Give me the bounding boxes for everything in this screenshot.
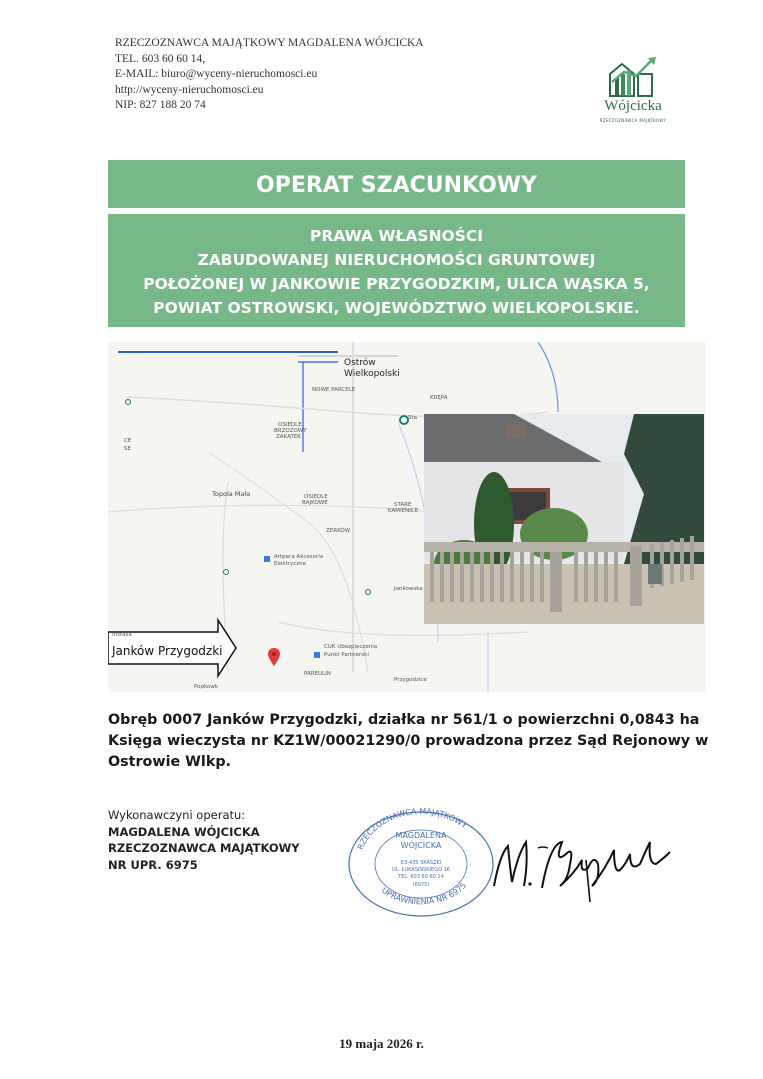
letterhead bbox=[115, 36, 424, 114]
map-label: SE bbox=[124, 446, 131, 452]
handwritten-signature bbox=[490, 824, 690, 904]
stamp-line: WÓJCICKA bbox=[400, 841, 442, 850]
document-title: OPERAT SZACUNKOWY bbox=[108, 160, 685, 208]
property-info bbox=[108, 710, 709, 773]
map-pin-icon bbox=[268, 648, 280, 666]
map-callout-label: Janków Przygodzki bbox=[112, 644, 223, 658]
property-photo bbox=[424, 414, 704, 624]
subtitle-line: POŁOŻONEJ W JANKOWIE PRZYGODZKIM, ULICA WĄSKA 5, bbox=[143, 275, 650, 293]
map-label: Wielkopolski bbox=[344, 369, 400, 379]
stamp-line: (6975) bbox=[412, 882, 430, 888]
map-label: Instalia bbox=[112, 632, 132, 638]
map-label: STARE bbox=[394, 502, 412, 508]
map-label: KRĘPA bbox=[430, 395, 448, 401]
house-chart-icon bbox=[588, 52, 678, 98]
stamp-line: MAGDALENA bbox=[395, 831, 447, 840]
map-label: PAREULIN bbox=[304, 671, 331, 677]
stamp-line: TEL. 603 60 60 14 bbox=[398, 874, 444, 880]
logo-subtitle: RZECZOZNAWCA MAJĄTKOWY bbox=[599, 118, 667, 123]
map-label: Przygodzice bbox=[394, 677, 427, 683]
map-label: OSIEDLE bbox=[278, 422, 302, 428]
map-label: Jankowska bbox=[394, 586, 423, 592]
map-label: Artpera Akcesoria bbox=[274, 554, 324, 560]
map-label: Elektryczne bbox=[274, 561, 307, 567]
map-label: Popkowk bbox=[194, 684, 219, 690]
map-label: CUK Ubezpieczenia bbox=[324, 644, 378, 650]
stamp-ring-bottom: UPRAWNIENIA NR 6975 bbox=[380, 880, 469, 907]
map-label: Punkt Partnerski bbox=[324, 652, 369, 658]
map-label: OSIEDLE bbox=[304, 494, 328, 500]
subtitle-line: POWIAT OSTROWSKI, WOJEWÓDZTWO WIELKOPOLSKIE. bbox=[153, 299, 640, 317]
subtitle-line: PRAWA WŁASNOŚCI bbox=[309, 227, 484, 245]
map-label: BRZOZOWY bbox=[274, 428, 307, 434]
stamp-ring-top: RZECZOZNAWCA MAJĄTKOWY bbox=[355, 806, 469, 852]
info-line: Ostrowie Wlkp. bbox=[108, 754, 231, 770]
executor-block bbox=[108, 807, 300, 873]
map-label: Topola Mała bbox=[212, 490, 251, 498]
logo-name: Wójcicka bbox=[604, 98, 662, 114]
executor-label: Wykonawczyni operatu: bbox=[108, 808, 246, 822]
stamp-line: UL. ŁUKASIŃSKIEGO 16 bbox=[392, 867, 450, 873]
map-label: ZERKÓW bbox=[326, 528, 351, 534]
subtitle-line: ZABUDOWANEJ NIERUCHOMOŚCI GRUNTOWEJ bbox=[197, 251, 596, 269]
map-label: Sta bbox=[408, 415, 418, 421]
company-logo bbox=[588, 52, 678, 124]
official-stamp bbox=[346, 806, 496, 918]
info-line: Obręb 0007 Janków Przygodzki, działka nr 561/1 o powierzchni 0,0843 ha bbox=[108, 712, 700, 728]
map-label: BAJKOWE bbox=[302, 500, 328, 506]
map-label: NOWE PARCELE bbox=[312, 387, 356, 393]
document-date: 19 maja 2026 r. bbox=[339, 1036, 424, 1051]
map-label: KAMIENICE bbox=[388, 508, 419, 514]
stamp-line: 63-435 SKASZKI bbox=[400, 860, 442, 866]
info-line: Księga wieczysta nr KZ1W/00021290/0 prowadzona przez Sąd Rejonowy w bbox=[108, 733, 709, 749]
map-label: CE bbox=[124, 438, 132, 444]
document-subtitle bbox=[108, 214, 685, 327]
company-name: RZECZOZNAWCA MAJĄTKOWY MAGDALENA WÓJCICKA bbox=[115, 37, 424, 49]
executor-name: MAGDALENA WÓJCICKA bbox=[108, 824, 260, 839]
map-label: ZAKĄTEK bbox=[276, 434, 301, 440]
company-website: http://wyceny-nieruchomosci.eu bbox=[115, 83, 264, 96]
company-nip: NIP: 827 188 20 74 bbox=[115, 99, 206, 111]
company-email: E-MAIL: biuro@wyceny-nieruchomosci.eu bbox=[115, 68, 318, 80]
executor-role: RZECZOZNAWCA MAJĄTKOWY bbox=[108, 841, 300, 855]
map-label: Ostrów bbox=[344, 358, 376, 368]
company-phone: TEL. 603 60 60 14, bbox=[115, 52, 206, 65]
executor-license: NR UPR. 6975 bbox=[108, 857, 198, 872]
